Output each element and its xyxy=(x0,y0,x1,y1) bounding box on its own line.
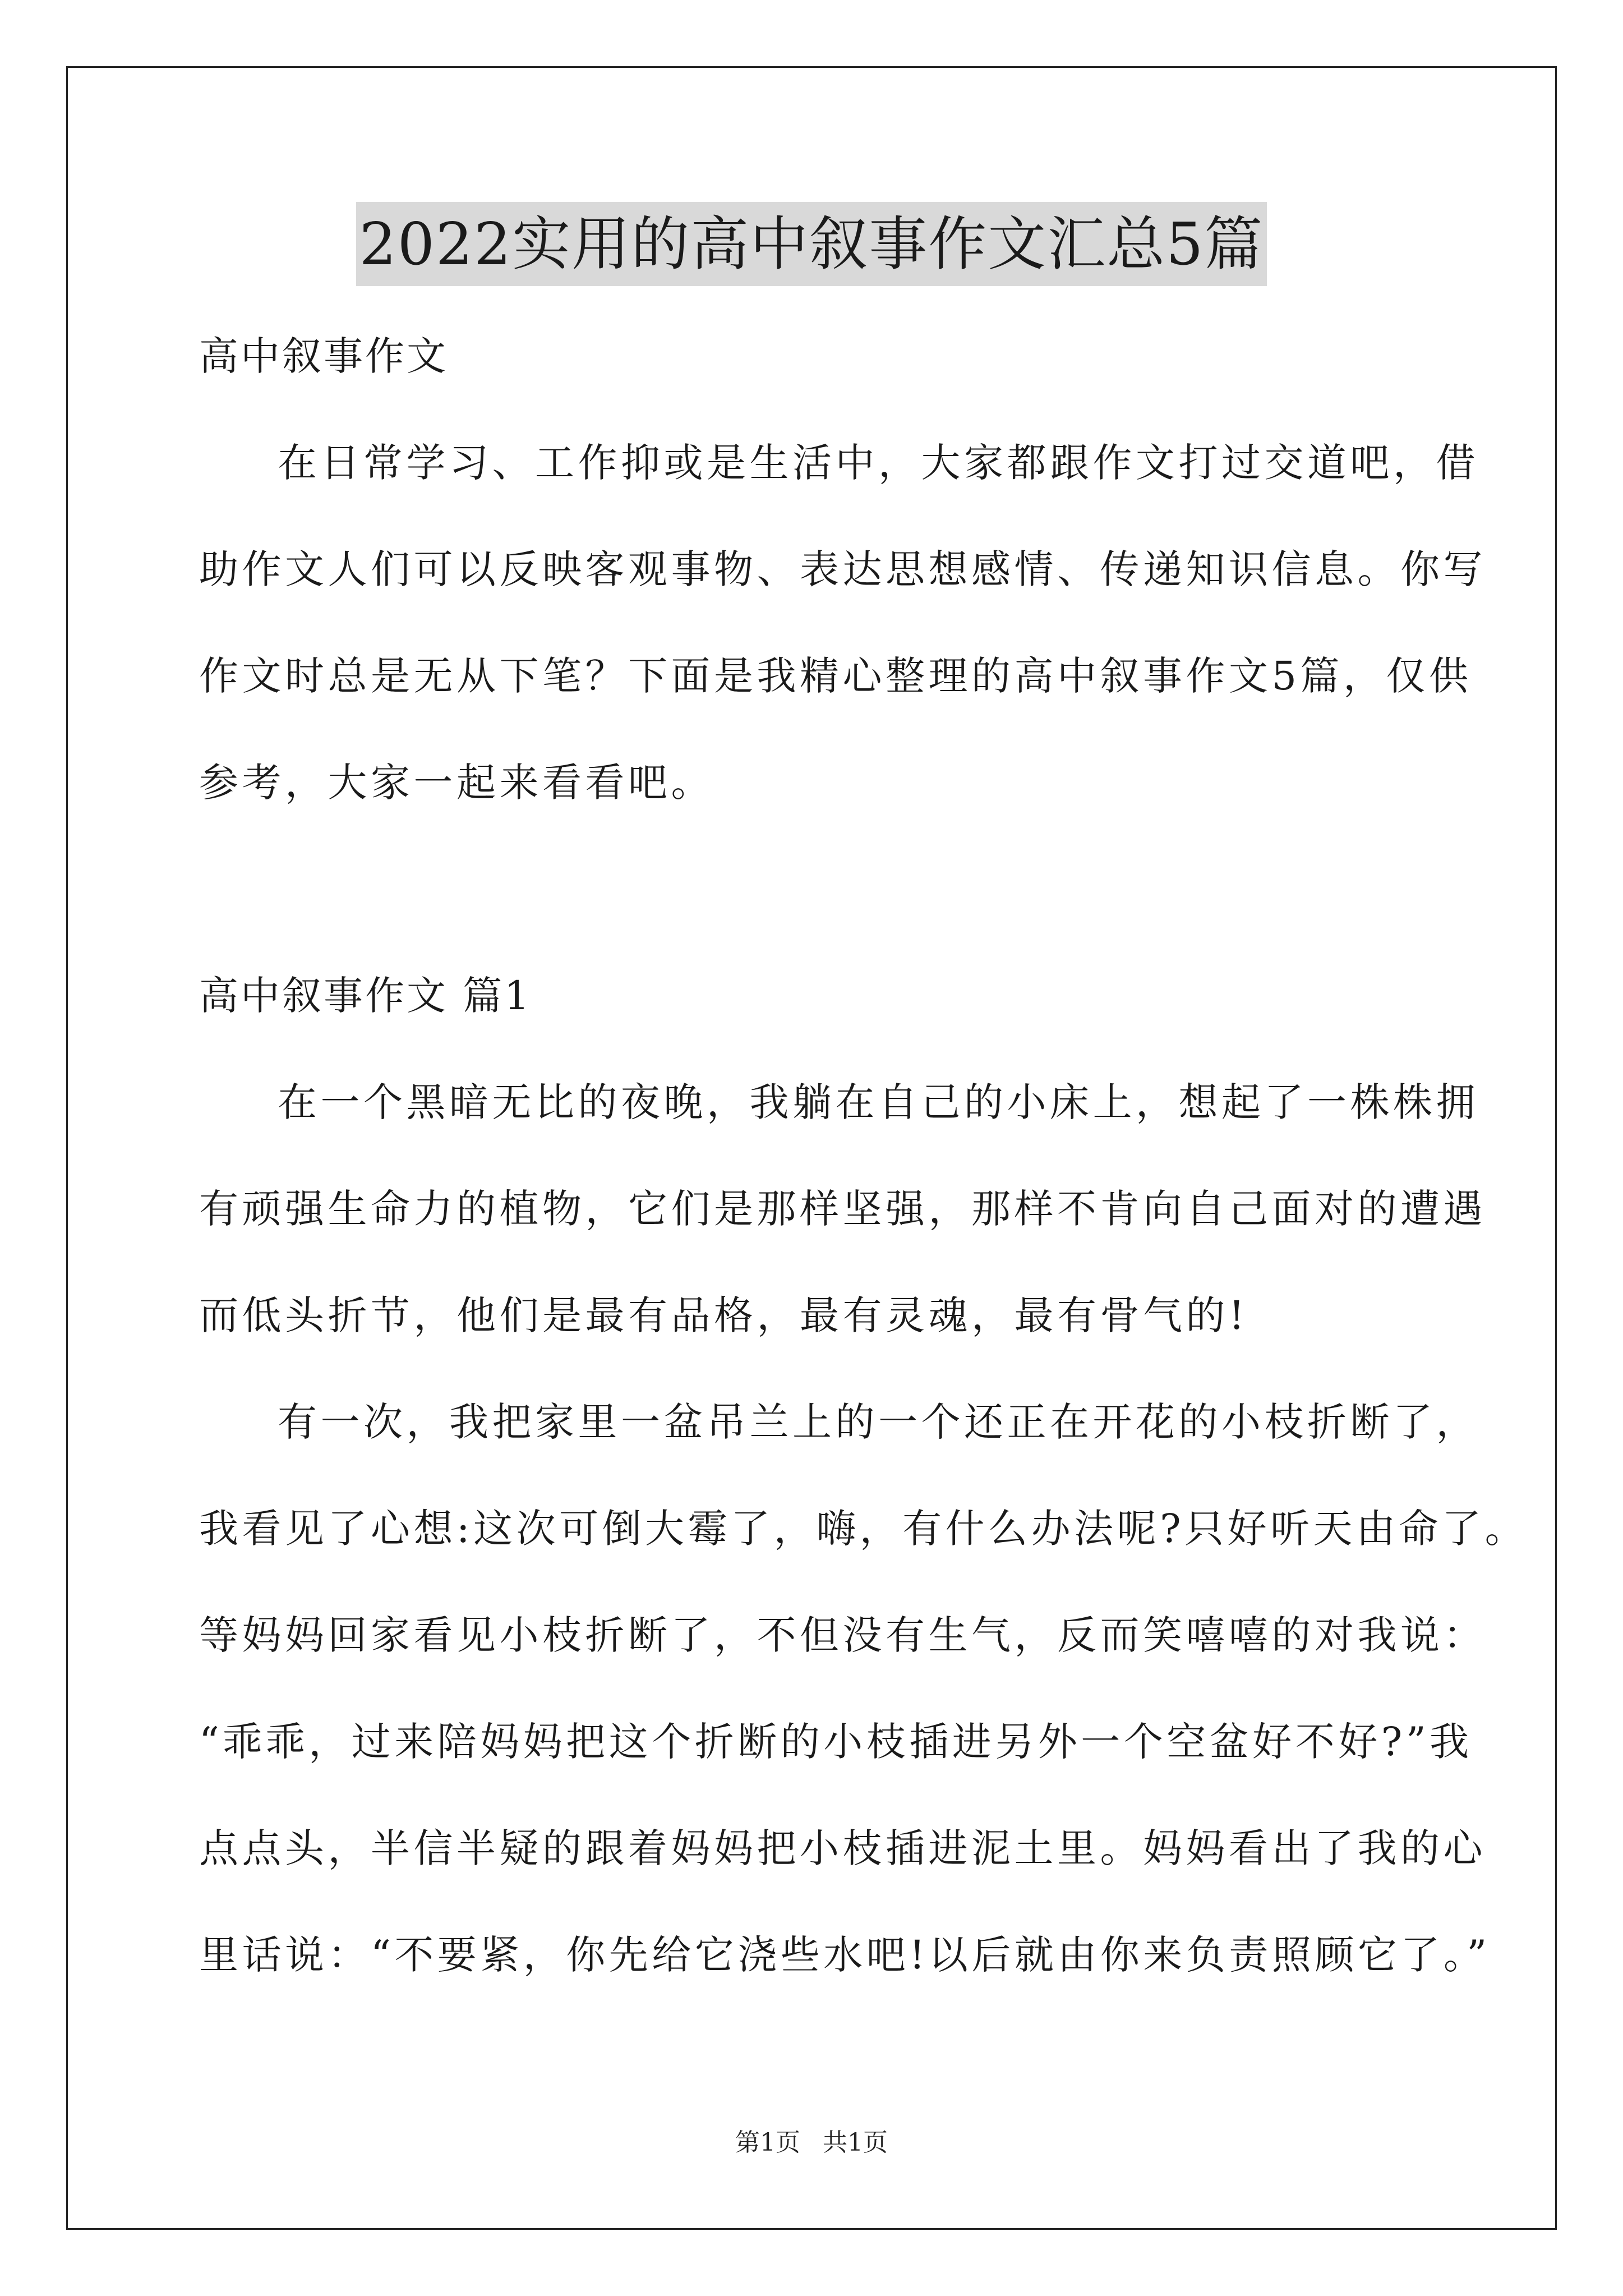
document-title: 2022实用的高中叙事作文汇总5篇 xyxy=(356,202,1267,286)
paragraph-line: 我看见了心想:这次可倒大霉了，嗨，有什么办法呢?只好听天由命了。 xyxy=(199,1506,1528,1552)
page-total: 共1页 xyxy=(823,2128,888,2157)
paragraph-line: 里话说：“不要紧，你先给它浇些水吧!以后就由你来负责照顾它了。” xyxy=(199,1932,1491,1978)
paragraph-line: 有顽强生命力的植物，它们是那样坚强，那样不肯向自己面对的遭遇 xyxy=(199,1186,1486,1232)
paragraph-line: 而低头折节，他们是最有品格，最有灵魂，最有骨气的! xyxy=(199,1292,1248,1338)
paragraph-gap xyxy=(199,836,1436,942)
paragraph-line: 作文时总是无从下笔？下面是我精心整理的高中叙事作文5篇，仅供 xyxy=(199,653,1472,699)
paragraph-line: 等妈妈回家看见小枝折断了，不但没有生气，反而笑嘻嘻的对我说： xyxy=(199,1612,1486,1658)
paragraph-line: 参考，大家一起来看看吧。 xyxy=(199,760,714,806)
paragraph-line: 在一个黑暗无比的夜晚，我躺在自己的小床上，想起了一株株拥 xyxy=(278,1079,1479,1125)
paragraph-line: “乖乖，过来陪妈妈把这个折断的小枝插进另外一个空盆好不好?”我 xyxy=(199,1719,1473,1765)
page-footer xyxy=(0,2126,1623,2160)
paragraph-line: 在日常学习、工作抑或是生活中，大家都跟作文打过交道吧，借 xyxy=(278,440,1479,486)
section-heading: 高中叙事作文 篇1 xyxy=(199,973,532,1019)
paragraph-line: 有一次，我把家里一盆吊兰上的一个还正在开花的小枝折断了， xyxy=(278,1399,1479,1445)
paragraph-line: 助作文人们可以反映客观事物、表达思想感情、传递知识信息。你写 xyxy=(199,546,1486,592)
page-number: 第1页 xyxy=(735,2128,800,2157)
paragraph-line: 点点头，半信半疑的跟着妈妈把小枝插进泥土里。妈妈看出了我的心 xyxy=(199,1825,1486,1871)
title-wrap xyxy=(0,202,1623,286)
section-heading: 高中叙事作文 xyxy=(199,333,448,379)
document-body xyxy=(199,303,1528,2008)
